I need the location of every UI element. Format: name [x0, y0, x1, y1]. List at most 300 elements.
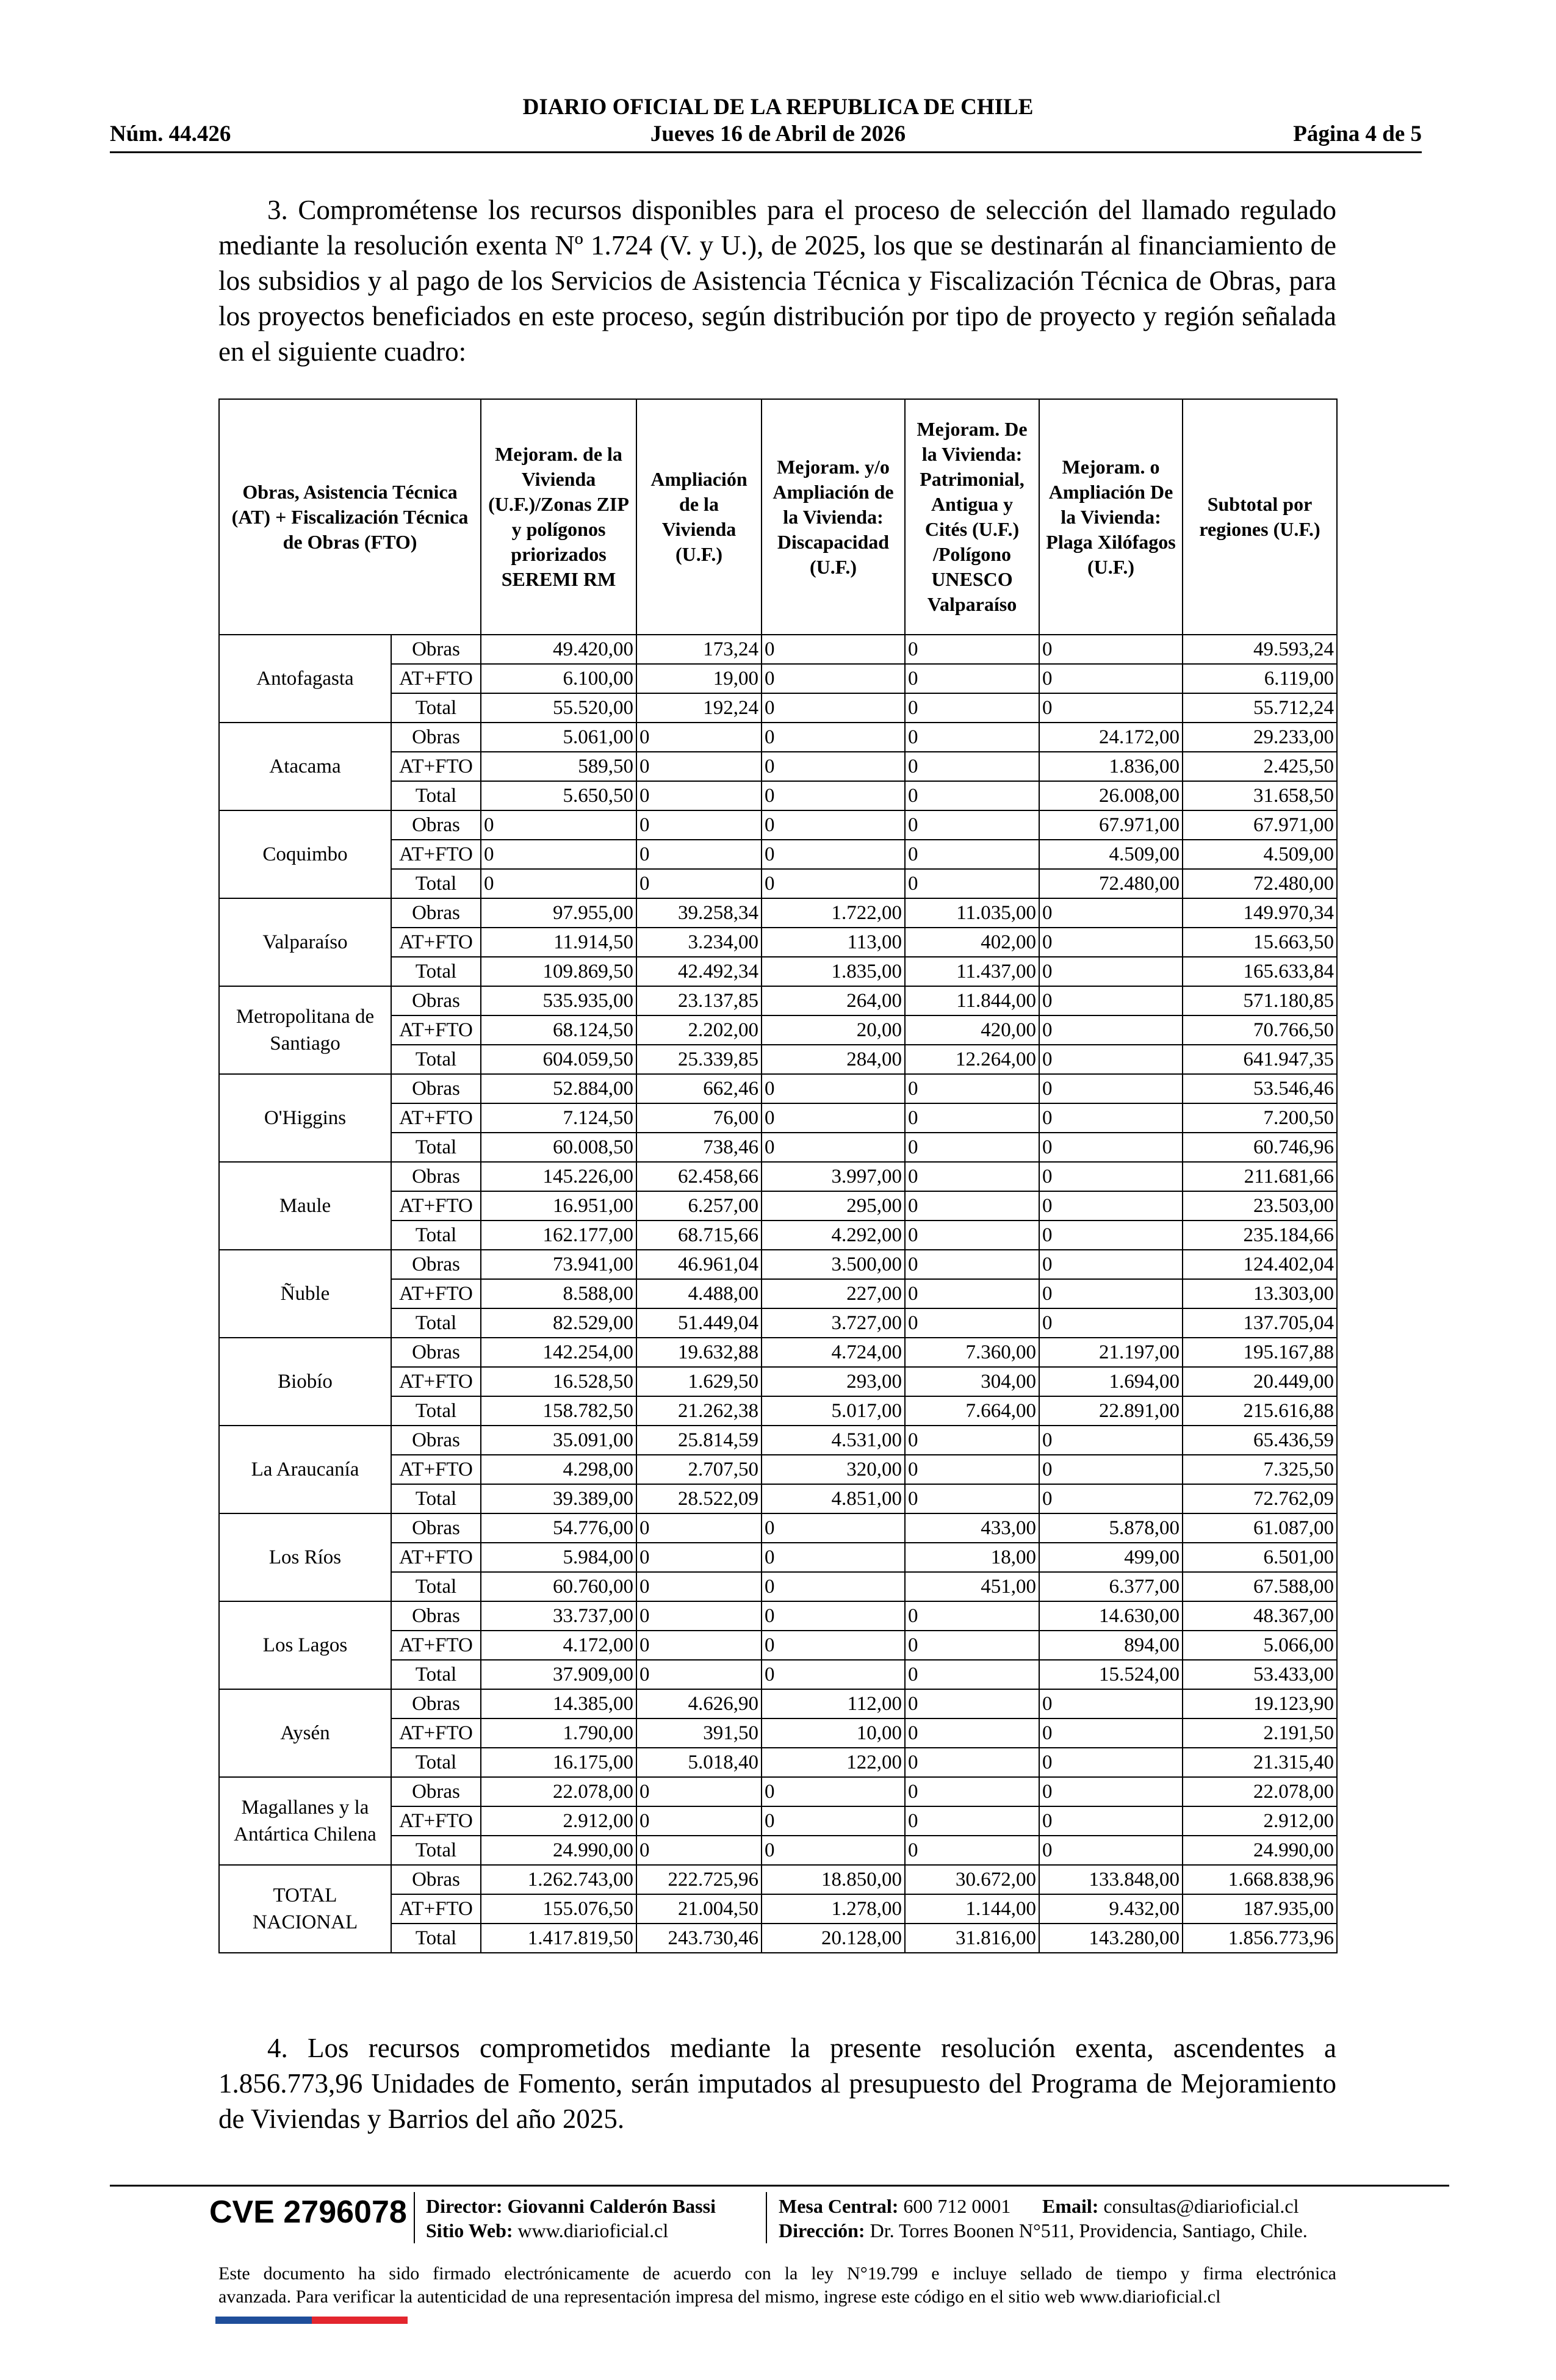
value-cell: 0: [636, 752, 762, 781]
value-cell: 0: [905, 1777, 1039, 1806]
value-cell: 20.128,00: [762, 1924, 905, 1953]
value-cell: 55.520,00: [481, 693, 636, 723]
value-cell: 0: [762, 1074, 905, 1103]
value-cell: 4.298,00: [481, 1455, 636, 1484]
value-cell: 137.705,04: [1183, 1308, 1337, 1338]
value-cell: 16.951,00: [481, 1191, 636, 1221]
header-xilofagos: Mejoram. o Ampliación De la Vivienda: Plaga Xilófagos (U.F.): [1039, 399, 1183, 635]
concept-cell: Total: [391, 869, 481, 898]
value-cell: 0: [762, 840, 905, 869]
header-ampliacion: Ampliación de la Vivienda (U.F.): [636, 399, 762, 635]
table-row: [219, 1162, 1337, 1191]
value-cell: 112,00: [762, 1689, 905, 1718]
value-cell: 320,00: [762, 1455, 905, 1484]
concept-cell: Total: [391, 1572, 481, 1601]
value-cell: 7.325,50: [1183, 1455, 1337, 1484]
concept-cell: AT+FTO: [391, 840, 481, 869]
value-cell: 304,00: [905, 1367, 1039, 1396]
value-cell: 1.417.819,50: [481, 1924, 636, 1953]
value-cell: 4.531,00: [762, 1426, 905, 1455]
value-cell: 0: [905, 869, 1039, 898]
value-cell: 23.137,85: [636, 986, 762, 1015]
value-cell: 162.177,00: [481, 1221, 636, 1250]
value-cell: 158.782,50: [481, 1396, 636, 1426]
value-cell: 0: [481, 840, 636, 869]
value-cell: 30.672,00: [905, 1865, 1039, 1894]
value-cell: 25.339,85: [636, 1045, 762, 1074]
value-cell: 7.200,50: [1183, 1103, 1337, 1133]
concept-cell: Total: [391, 781, 481, 810]
value-cell: 10,00: [762, 1718, 905, 1748]
address-text: Dr. Torres Boonen N°511, Providencia, Santiago, Chile.: [870, 2220, 1308, 2241]
value-cell: 0: [1039, 1015, 1183, 1045]
value-cell: 215.616,88: [1183, 1396, 1337, 1426]
table-row: [219, 1865, 1337, 1894]
value-cell: 133.848,00: [1039, 1865, 1183, 1894]
value-cell: 0: [762, 752, 905, 781]
region-name: Los Lagos: [219, 1601, 391, 1689]
value-cell: 391,50: [636, 1718, 762, 1748]
value-cell: 2.202,00: [636, 1015, 762, 1045]
value-cell: 145.226,00: [481, 1162, 636, 1191]
value-cell: 195.167,88: [1183, 1338, 1337, 1367]
value-cell: 39.389,00: [481, 1484, 636, 1513]
value-cell: 3.234,00: [636, 928, 762, 957]
value-cell: 0: [905, 752, 1039, 781]
value-cell: 0: [762, 1543, 905, 1572]
value-cell: 70.766,50: [1183, 1015, 1337, 1045]
value-cell: 31.658,50: [1183, 781, 1337, 810]
value-cell: 124.402,04: [1183, 1250, 1337, 1279]
value-cell: 20,00: [762, 1015, 905, 1045]
footer-rule: [110, 2185, 1449, 2187]
value-cell: 4.509,00: [1039, 840, 1183, 869]
value-cell: 0: [905, 1748, 1039, 1777]
value-cell: 19.632,88: [636, 1338, 762, 1367]
value-cell: 0: [1039, 1777, 1183, 1806]
value-cell: 0: [905, 1455, 1039, 1484]
page-number: Página 4 de 5: [1293, 121, 1422, 146]
region-name: O'Higgins: [219, 1074, 391, 1162]
table-row: [219, 810, 1337, 840]
table-row: [219, 1601, 1337, 1631]
concept-cell: Obras: [391, 1689, 481, 1718]
value-cell: 11.844,00: [905, 986, 1039, 1015]
value-cell: 149.970,34: [1183, 898, 1337, 928]
concept-cell: Total: [391, 1748, 481, 1777]
value-cell: 3.500,00: [762, 1250, 905, 1279]
value-cell: 6.119,00: [1183, 664, 1337, 693]
region-name: Ñuble: [219, 1250, 391, 1338]
table-header-row: [219, 399, 1337, 635]
value-cell: 1.278,00: [762, 1894, 905, 1924]
value-cell: 0: [1039, 1806, 1183, 1836]
value-cell: 0: [905, 664, 1039, 693]
value-cell: 0: [1039, 1162, 1183, 1191]
value-cell: 0: [1039, 928, 1183, 957]
value-cell: 7.124,50: [481, 1103, 636, 1133]
value-cell: 0: [905, 1221, 1039, 1250]
value-cell: 60.746,96: [1183, 1133, 1337, 1162]
value-cell: 15.663,50: [1183, 928, 1337, 957]
concept-cell: Total: [391, 1045, 481, 1074]
value-cell: 0: [762, 781, 905, 810]
value-cell: 60.760,00: [481, 1572, 636, 1601]
value-cell: 97.955,00: [481, 898, 636, 928]
value-cell: 0: [636, 869, 762, 898]
value-cell: 0: [1039, 635, 1183, 664]
value-cell: 21.197,00: [1039, 1338, 1183, 1367]
concept-cell: Total: [391, 1133, 481, 1162]
value-cell: 0: [762, 693, 905, 723]
value-cell: 5.017,00: [762, 1396, 905, 1426]
value-cell: 0: [1039, 1455, 1183, 1484]
director-name: Giovanni Calderón Bassi: [507, 2195, 716, 2217]
value-cell: 109.869,50: [481, 957, 636, 986]
value-cell: 187.935,00: [1183, 1894, 1337, 1924]
value-cell: 6.377,00: [1039, 1572, 1183, 1601]
value-cell: 211.681,66: [1183, 1162, 1337, 1191]
value-cell: 0: [762, 810, 905, 840]
value-cell: 2.912,00: [481, 1806, 636, 1836]
concept-cell: Obras: [391, 1513, 481, 1543]
value-cell: 0: [905, 840, 1039, 869]
value-cell: 1.668.838,96: [1183, 1865, 1337, 1894]
value-cell: 72.762,09: [1183, 1484, 1337, 1513]
value-cell: 5.066,00: [1183, 1631, 1337, 1660]
value-cell: 4.509,00: [1183, 840, 1337, 869]
value-cell: 0: [636, 781, 762, 810]
concept-cell: Total: [391, 1484, 481, 1513]
value-cell: 0: [762, 1777, 905, 1806]
value-cell: 0: [905, 1484, 1039, 1513]
value-cell: 0: [762, 1601, 905, 1631]
value-cell: 0: [636, 1631, 762, 1660]
value-cell: 0: [905, 1718, 1039, 1748]
value-cell: 0: [636, 1777, 762, 1806]
table-row: [219, 898, 1337, 928]
value-cell: 53.433,00: [1183, 1660, 1337, 1689]
value-cell: 4.488,00: [636, 1279, 762, 1308]
table-row: [219, 1426, 1337, 1455]
value-cell: 0: [1039, 693, 1183, 723]
concept-cell: Total: [391, 1396, 481, 1426]
value-cell: 0: [905, 723, 1039, 752]
value-cell: 14.385,00: [481, 1689, 636, 1718]
value-cell: 25.814,59: [636, 1426, 762, 1455]
value-cell: 589,50: [481, 752, 636, 781]
value-cell: 51.449,04: [636, 1308, 762, 1338]
flag-bar-blue: [215, 2317, 312, 2324]
value-cell: 0: [762, 1806, 905, 1836]
value-cell: 0: [905, 1601, 1039, 1631]
value-cell: 3.997,00: [762, 1162, 905, 1191]
region-name: Antofagasta: [219, 635, 391, 723]
value-cell: 0: [905, 1426, 1039, 1455]
value-cell: 0: [636, 840, 762, 869]
region-name: Magallanes y la Antártica Chilena: [219, 1777, 391, 1865]
value-cell: 433,00: [905, 1513, 1039, 1543]
region-name: Coquimbo: [219, 810, 391, 898]
region-name: La Araucanía: [219, 1426, 391, 1513]
value-cell: 0: [1039, 1133, 1183, 1162]
concept-cell: Total: [391, 693, 481, 723]
value-cell: 0: [636, 1543, 762, 1572]
value-cell: 65.436,59: [1183, 1426, 1337, 1455]
value-cell: 0: [762, 1836, 905, 1865]
value-cell: 6.100,00: [481, 664, 636, 693]
concept-cell: Obras: [391, 898, 481, 928]
table-row: [219, 1074, 1337, 1103]
value-cell: 0: [1039, 986, 1183, 1015]
value-cell: 0: [1039, 1484, 1183, 1513]
value-cell: 0: [762, 1631, 905, 1660]
value-cell: 2.912,00: [1183, 1806, 1337, 1836]
table-row: [219, 1513, 1337, 1543]
value-cell: 0: [636, 810, 762, 840]
value-cell: 0: [905, 810, 1039, 840]
value-cell: 19.123,90: [1183, 1689, 1337, 1718]
footer-mesa: [779, 2194, 1010, 2218]
value-cell: 0: [1039, 1103, 1183, 1133]
value-cell: 67.971,00: [1183, 810, 1337, 840]
value-cell: 21.315,40: [1183, 1748, 1337, 1777]
value-cell: 76,00: [636, 1103, 762, 1133]
value-cell: 4.172,00: [481, 1631, 636, 1660]
value-cell: 60.008,50: [481, 1133, 636, 1162]
value-cell: 0: [762, 635, 905, 664]
concept-cell: Obras: [391, 986, 481, 1015]
value-cell: 7.360,00: [905, 1338, 1039, 1367]
concept-cell: AT+FTO: [391, 1191, 481, 1221]
value-cell: 28.522,09: [636, 1484, 762, 1513]
value-cell: 738,46: [636, 1133, 762, 1162]
value-cell: 67.971,00: [1039, 810, 1183, 840]
value-cell: 5.878,00: [1039, 1513, 1183, 1543]
value-cell: 9.432,00: [1039, 1894, 1183, 1924]
value-cell: 67.588,00: [1183, 1572, 1337, 1601]
table-row: [219, 1689, 1337, 1718]
header-discapacidad: Mejoram. y/o Ampliación de la Vivienda: Discapacidad (U.F.): [762, 399, 905, 635]
value-cell: 0: [762, 1660, 905, 1689]
value-cell: 0: [905, 1308, 1039, 1338]
concept-cell: Obras: [391, 1162, 481, 1191]
value-cell: 0: [905, 1279, 1039, 1308]
value-cell: 0: [1039, 1250, 1183, 1279]
value-cell: 68.715,66: [636, 1221, 762, 1250]
concept-cell: Total: [391, 1924, 481, 1953]
value-cell: 0: [762, 1133, 905, 1162]
value-cell: 0: [905, 1631, 1039, 1660]
footer-separator: [414, 2192, 415, 2243]
concept-cell: Total: [391, 957, 481, 986]
concept-cell: Total: [391, 1221, 481, 1250]
web-link[interactable]: www.diarioficial.cl: [517, 2220, 669, 2241]
cve-code: CVE 2796078: [209, 2194, 407, 2230]
value-cell: 72.480,00: [1183, 869, 1337, 898]
region-name: Atacama: [219, 723, 391, 810]
director-label: Director:: [426, 2195, 503, 2217]
value-cell: 402,00: [905, 928, 1039, 957]
value-cell: 0: [1039, 1045, 1183, 1074]
value-cell: 0: [1039, 1308, 1183, 1338]
value-cell: 535.935,00: [481, 986, 636, 1015]
value-cell: 5.061,00: [481, 723, 636, 752]
value-cell: 55.712,24: [1183, 693, 1337, 723]
value-cell: 295,00: [762, 1191, 905, 1221]
value-cell: 61.087,00: [1183, 1513, 1337, 1543]
footer-separator: [766, 2192, 767, 2243]
region-name: Valparaíso: [219, 898, 391, 986]
value-cell: 62.458,66: [636, 1162, 762, 1191]
concept-cell: Obras: [391, 1338, 481, 1367]
value-cell: 68.124,50: [481, 1015, 636, 1045]
value-cell: 11.437,00: [905, 957, 1039, 986]
region-name: Los Ríos: [219, 1513, 391, 1601]
value-cell: 0: [636, 1601, 762, 1631]
value-cell: 142.254,00: [481, 1338, 636, 1367]
value-cell: 11.914,50: [481, 928, 636, 957]
value-cell: 4.851,00: [762, 1484, 905, 1513]
value-cell: 662,46: [636, 1074, 762, 1103]
value-cell: 0: [905, 1133, 1039, 1162]
footer-director: [426, 2194, 716, 2218]
value-cell: 192,24: [636, 693, 762, 723]
table-body: [219, 635, 1337, 1953]
value-cell: 0: [1039, 1718, 1183, 1748]
value-cell: 0: [1039, 664, 1183, 693]
value-cell: 222.725,96: [636, 1865, 762, 1894]
region-name: Aysén: [219, 1689, 391, 1777]
value-cell: 165.633,84: [1183, 957, 1337, 986]
value-cell: 19,00: [636, 664, 762, 693]
value-cell: 0: [1039, 898, 1183, 928]
value-cell: 420,00: [905, 1015, 1039, 1045]
email-link[interactable]: consultas@diarioficial.cl: [1103, 2195, 1299, 2217]
value-cell: 0: [636, 1513, 762, 1543]
table-row: [219, 723, 1337, 752]
concept-cell: AT+FTO: [391, 1455, 481, 1484]
header-category: Obras, Asistencia Técnica (AT) + Fiscalización Técnica de Obras (FTO): [219, 399, 481, 635]
value-cell: 1.144,00: [905, 1894, 1039, 1924]
value-cell: 143.280,00: [1039, 1924, 1183, 1953]
concept-cell: Obras: [391, 1426, 481, 1455]
mesa-label: Mesa Central:: [779, 2195, 899, 2217]
concept-cell: Total: [391, 1660, 481, 1689]
value-cell: 15.524,00: [1039, 1660, 1183, 1689]
value-cell: 0: [636, 1572, 762, 1601]
value-cell: 1.694,00: [1039, 1367, 1183, 1396]
value-cell: 571.180,85: [1183, 986, 1337, 1015]
value-cell: 1.836,00: [1039, 752, 1183, 781]
value-cell: 0: [905, 781, 1039, 810]
value-cell: 73.941,00: [481, 1250, 636, 1279]
value-cell: 6.257,00: [636, 1191, 762, 1221]
value-cell: 3.727,00: [762, 1308, 905, 1338]
value-cell: 24.172,00: [1039, 723, 1183, 752]
concept-cell: AT+FTO: [391, 1894, 481, 1924]
table-row: [219, 635, 1337, 664]
concept-cell: AT+FTO: [391, 1806, 481, 1836]
value-cell: 13.303,00: [1183, 1279, 1337, 1308]
value-cell: 0: [905, 1191, 1039, 1221]
value-cell: 0: [636, 723, 762, 752]
issue-date: Jueves 16 de Abril de 2026: [650, 121, 906, 146]
value-cell: 0: [905, 1250, 1039, 1279]
region-name: Biobío: [219, 1338, 391, 1426]
value-cell: 0: [905, 635, 1039, 664]
concept-cell: AT+FTO: [391, 928, 481, 957]
region-name: TOTAL NACIONAL: [219, 1865, 391, 1953]
value-cell: 49.593,24: [1183, 635, 1337, 664]
value-cell: 0: [1039, 1221, 1183, 1250]
value-cell: 284,00: [762, 1045, 905, 1074]
value-cell: 2.425,50: [1183, 752, 1337, 781]
address-label: Dirección:: [779, 2220, 865, 2241]
value-cell: 0: [905, 1806, 1039, 1836]
value-cell: 12.264,00: [905, 1045, 1039, 1074]
concept-cell: Obras: [391, 1865, 481, 1894]
concept-cell: AT+FTO: [391, 664, 481, 693]
value-cell: 21.262,38: [636, 1396, 762, 1426]
value-cell: 0: [481, 810, 636, 840]
value-cell: 122,00: [762, 1748, 905, 1777]
value-cell: 113,00: [762, 928, 905, 957]
email-label: Email:: [1042, 2195, 1099, 2217]
value-cell: 0: [762, 1572, 905, 1601]
header-rule: [110, 151, 1422, 153]
value-cell: 894,00: [1039, 1631, 1183, 1660]
value-cell: 29.233,00: [1183, 723, 1337, 752]
web-label: Sitio Web:: [426, 2220, 513, 2241]
value-cell: 54.776,00: [481, 1513, 636, 1543]
value-cell: 22.078,00: [1183, 1777, 1337, 1806]
value-cell: 0: [905, 1103, 1039, 1133]
concept-cell: AT+FTO: [391, 752, 481, 781]
value-cell: 0: [636, 1806, 762, 1836]
value-cell: 499,00: [1039, 1543, 1183, 1572]
concept-cell: Obras: [391, 723, 481, 752]
value-cell: 82.529,00: [481, 1308, 636, 1338]
value-cell: 235.184,66: [1183, 1221, 1337, 1250]
value-cell: 11.035,00: [905, 898, 1039, 928]
value-cell: 0: [1039, 957, 1183, 986]
region-name: Metropolitana de Santiago: [219, 986, 391, 1074]
value-cell: 37.909,00: [481, 1660, 636, 1689]
value-cell: 173,24: [636, 635, 762, 664]
paragraph-4: 4. Los recursos comprometidos mediante la presente resolución exenta, ascendentes a 1.856.773,96 Unidades de Fomento, serán imputados al presupuesto del Programa de Mejoramiento de Viviendas y Barrios del año 2025.: [218, 2033, 1336, 2134]
value-cell: 0: [762, 1513, 905, 1543]
table-row: [219, 1338, 1337, 1367]
value-cell: 155.076,50: [481, 1894, 636, 1924]
value-cell: 0: [905, 1836, 1039, 1865]
value-cell: 5.650,50: [481, 781, 636, 810]
value-cell: 5.984,00: [481, 1543, 636, 1572]
header-patrimonial: Mejoram. De la Vivienda: Patrimonial, Antigua y Cités (U.F.) /Polígono UNESCO Valparaíso: [905, 399, 1039, 635]
value-cell: 0: [905, 1074, 1039, 1103]
footer-address: [779, 2218, 1308, 2243]
value-cell: 52.884,00: [481, 1074, 636, 1103]
value-cell: 35.091,00: [481, 1426, 636, 1455]
value-cell: 6.501,00: [1183, 1543, 1337, 1572]
value-cell: 0: [762, 664, 905, 693]
value-cell: 22.891,00: [1039, 1396, 1183, 1426]
value-cell: 7.664,00: [905, 1396, 1039, 1426]
value-cell: 293,00: [762, 1367, 905, 1396]
concept-cell: Obras: [391, 1601, 481, 1631]
concept-cell: Total: [391, 1836, 481, 1865]
value-cell: 451,00: [905, 1572, 1039, 1601]
